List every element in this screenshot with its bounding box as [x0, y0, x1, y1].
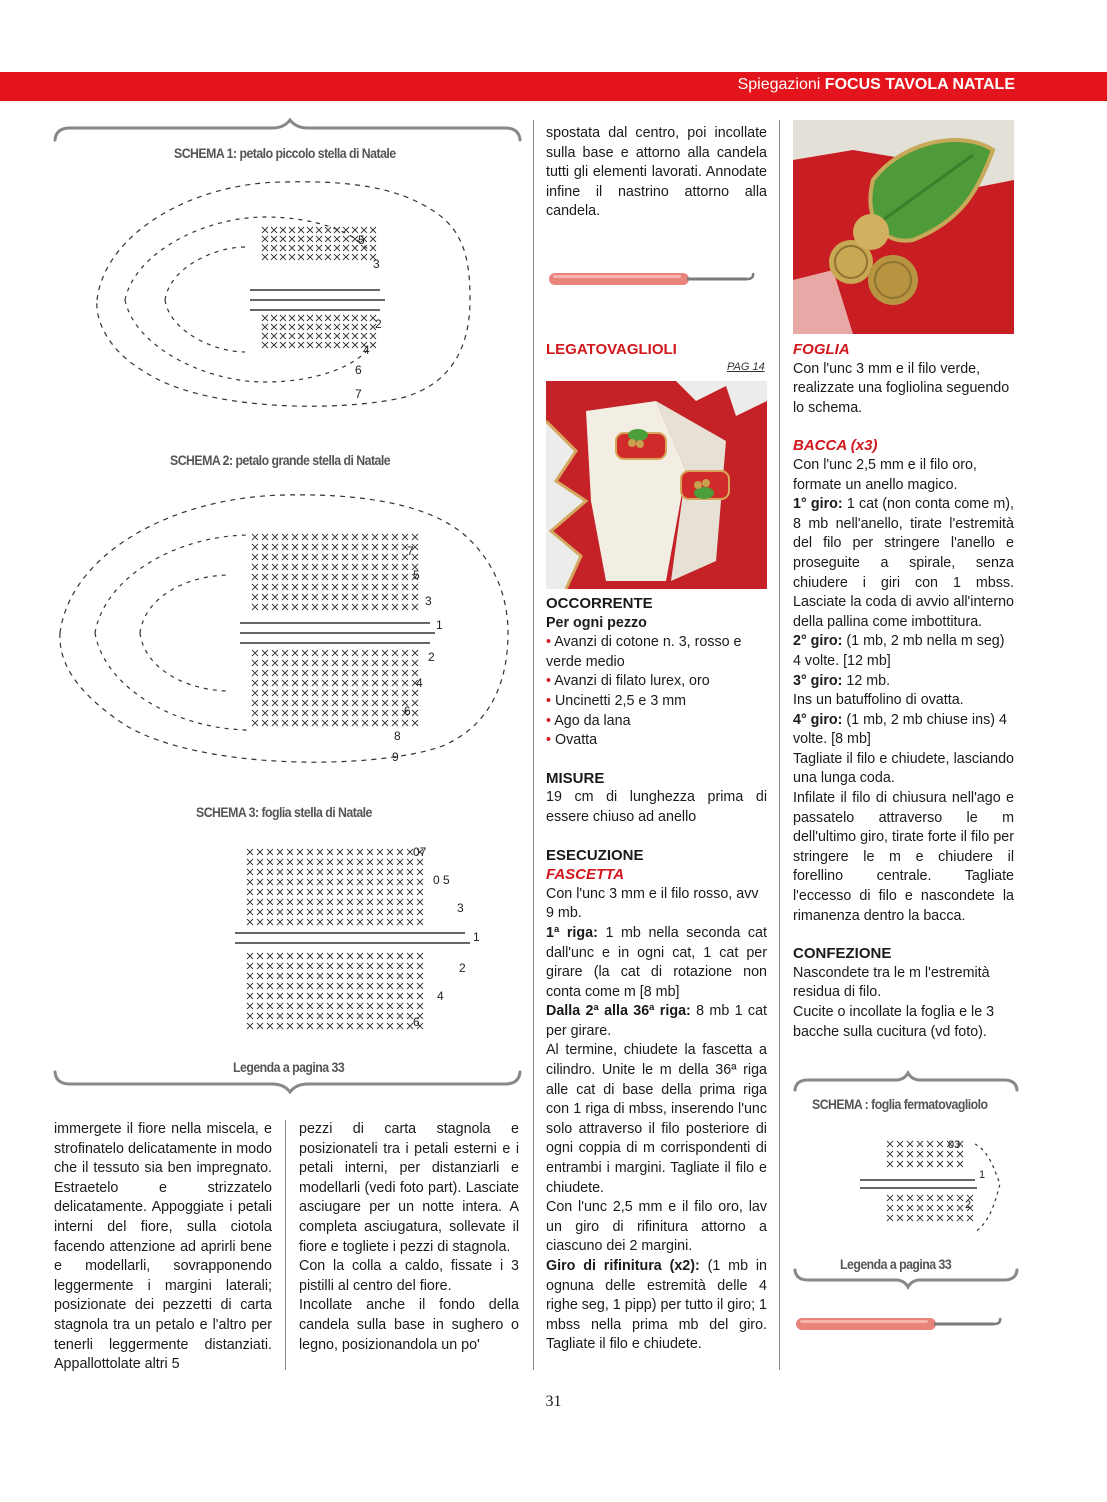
- svg-text:3: 3: [457, 901, 464, 915]
- materials-item: • Uncinetti 2,5 e 3 mm: [546, 692, 767, 712]
- execution-text: Al termine, chiudete la fascetta a cilindro. Unite le m della 36ª riga alle cat di base della prima riga con 1 riga di mbss, inserendo l'unc solo attraverso il filo posteriore di ogni coppia di m corrispondenti di entrambi i margini. Tagliate il filo e chiudete.: [546, 1042, 767, 1196]
- napkin-ring-photo: [546, 381, 767, 589]
- row-label: Dalla 2ª alla 36ª riga:: [546, 1003, 691, 1020]
- svg-text:3: 3: [373, 257, 380, 271]
- materials-item: • Ovatta: [546, 731, 767, 751]
- berry-title: BACCA (x3): [793, 437, 878, 455]
- grid-3: [247, 849, 423, 1029]
- round-label: 4° giro:: [793, 711, 843, 728]
- legatovaglioli-heading: [546, 340, 767, 360]
- svg-text:7: 7: [407, 544, 414, 558]
- materials-item: • Ago da lana: [546, 712, 767, 732]
- paragraph-col2c: Incollate anche il fondo della candela sulla base in sughero o legno, posizionandola un po': [299, 1297, 519, 1353]
- svg-text:0 5: 0 5: [433, 873, 450, 887]
- crochet-hook-icon: [794, 1313, 1006, 1335]
- paragraph-col2b: Con la colla a caldo, fissate i 3 pistilli al centro del fiore.: [299, 1258, 519, 1294]
- row-text: 1 mb nella seconda cat dall'unc e in ogni cat, 1 cat per girare (la cat di rotazione non conta come m [8 mb]: [546, 924, 767, 1000]
- berry-text: Tagliate il filo e chiudete, lasciando una lunga coda.: [793, 750, 1014, 787]
- svg-text:3: 3: [425, 594, 432, 608]
- berry-text: Ins un batuffolino di ovatta.: [793, 692, 964, 709]
- svg-text:7: 7: [355, 387, 362, 401]
- grid-4: [887, 1141, 973, 1221]
- leaf-title: FOGLIA: [793, 341, 850, 358]
- measurements-title: MISURE: [546, 769, 605, 787]
- svg-text:07: 07: [413, 845, 427, 859]
- svg-text:1: 1: [979, 1169, 986, 1181]
- svg-text:2: 2: [375, 317, 382, 331]
- text-column-3-top: [546, 124, 767, 222]
- crochet-diagram-2: [50, 485, 515, 780]
- svg-text:2: 2: [965, 1199, 972, 1211]
- leaf-berry-photo: [793, 120, 1014, 334]
- round-label: Giro di rifinitura (x2):: [546, 1258, 700, 1274]
- round-label: 3° giro:: [793, 672, 843, 689]
- measurements-text: 19 cm di lunghezza prima di essere chiuso ad anello: [546, 789, 767, 825]
- leaf-section: [793, 340, 1014, 1042]
- svg-text:6: 6: [404, 704, 411, 718]
- svg-text:8: 8: [394, 729, 401, 743]
- svg-text:4: 4: [416, 676, 423, 690]
- svg-text:5: 5: [413, 568, 420, 582]
- assembly-title: CONFEZIONE: [793, 945, 892, 963]
- round-text: (1 mb in ognuna delle estremità delle 4 righe seg, 1 pipp) per tutto il giro; 1 mbss nella prima mb del giro. Tagliate il filo e chiudete.: [546, 1258, 767, 1353]
- round-text: 12 mb.: [846, 672, 891, 689]
- round-label: 2° giro:: [793, 633, 843, 650]
- svg-text:1: 1: [473, 930, 480, 944]
- paragraph-col1: immergete il fiore nella miscela, e strofinatelo delicatamente in modo che il tessuto sia ben impregnato. Estraetelo e strizzatelo delicatamente. Appoggiate i petali interni del fiore, sulla ciotola facendo attenzione ad aprirli bene e modellarli, sovrapponendo leggermente i margini laterali; posizionate dei pezzetti di carta stagnola tra un petalo e l'altro per tenerli leggermente distanziati. Appallottolate altri 5: [54, 1121, 272, 1373]
- materials-section: [546, 594, 767, 1355]
- svg-text:4: 4: [363, 343, 370, 357]
- text-column-1: [54, 1120, 272, 1375]
- execution-text: Con l'unc 3 mm e il filo rosso, avv 9 mb.: [546, 885, 759, 922]
- row-text: 8 mb 1 cat per girare.: [546, 1003, 767, 1039]
- legend-note-2: Legenda a pagina 33: [840, 1256, 952, 1272]
- materials-title: OCCORRENTE: [546, 595, 653, 612]
- svg-text:5: 5: [358, 233, 365, 247]
- crochet-diagram-1: [85, 172, 480, 422]
- svg-text:2: 2: [428, 650, 435, 664]
- header-prefix: Spiegazioni: [737, 76, 821, 93]
- svg-text:9: 9: [392, 750, 399, 764]
- page-reference: PAG 14: [727, 361, 765, 373]
- round-text: 1 cat (non conta come m), 8 mb nell'anello, tirate l'estremità del filo per stringere l'anello e proseguite a spirale, senza chiudere i giri con 1 mbss. Lasciate la coda di avvio all'interno della pallina come imbottitura.: [793, 496, 1014, 630]
- text-column-2: [299, 1120, 519, 1355]
- crochet-hook-icon: [547, 268, 759, 290]
- svg-text:1: 1: [436, 618, 443, 632]
- svg-text:6: 6: [355, 363, 362, 377]
- header-title: FOCUS TAVOLA NATALE: [824, 76, 1015, 93]
- column-divider: [779, 120, 780, 1370]
- page-number: 31: [545, 1393, 562, 1410]
- svg-text:03: 03: [948, 1139, 961, 1151]
- paragraph-col3-top: spostata dal centro, poi incollate sulla base e attorno alla candela tutti gli elementi lavorati. Annodate infine il nastrino attorno alla candela.: [546, 125, 767, 220]
- materials-item: • Avanzi di filato lurex, oro: [546, 672, 767, 692]
- leaf-text: Con l'unc 3 mm e il filo verde, realizzate una fogliolina seguendo lo schema.: [793, 360, 1010, 416]
- column-divider: [285, 1120, 286, 1370]
- crochet-diagram-4: [815, 1132, 1005, 1242]
- paragraph-col2: pezzi di carta stagnola e posizionateli tra i petali esterni e i petali interni, per distanziarli e modellarli (vedi foto part). Lasciate asciugare per un notte intera. A completa asciugatura, sollevate il fiore e togliete i pezzi di stagnola.: [299, 1121, 519, 1255]
- legend-note: Legenda a pagina 33: [233, 1059, 345, 1075]
- round-text: (1 mb, 2 mb nella m seg) 4 volte. [12 mb]: [793, 633, 1005, 669]
- column-divider: [533, 120, 534, 1370]
- svg-text:4: 4: [437, 989, 444, 1003]
- band-title: FASCETTA: [546, 866, 625, 884]
- round-text: (1 mb, 2 mb chiuse ins) 4 volte. [8 mb]: [793, 711, 1007, 748]
- assembly-text: Cucite o incollate la foglia e le 3 bacche sulla cucitura (vd foto).: [793, 1004, 995, 1040]
- schema-3-title: SCHEMA 3: foglia stella di Natale: [196, 804, 372, 820]
- assembly-text: Nascondete tra le m l'estremità residua di filo.: [793, 964, 990, 1001]
- materials-subtitle: Per ogni pezzo: [546, 614, 647, 631]
- legatovaglioli-title: LEGATOVAGLIOLI: [546, 341, 677, 358]
- berry-text: Con l'unc 2,5 mm e il filo oro, formate un anello magico.: [793, 456, 977, 493]
- schema-2-title: SCHEMA 2: petalo grande stella di Natale: [170, 452, 391, 468]
- schema-1-title: SCHEMA 1: petalo piccolo stella di Natale: [174, 145, 396, 161]
- execution-text: Con l'unc 2,5 mm e il filo oro, lav un giro di rifinitura attorno a ciascuno dei 2 margini.: [546, 1199, 767, 1255]
- materials-item: • Avanzi di cotone n. 3, rosso e verde medio: [546, 633, 767, 672]
- execution-title: ESECUZIONE: [546, 846, 644, 864]
- row-label: 1ª riga:: [546, 924, 598, 941]
- grid-2: [252, 534, 418, 726]
- round-label: 1° giro:: [793, 496, 843, 513]
- berry-text: Infilate il filo di chiusura nell'ago e passatelo attraverso le m dell'ultimo giro, tirate forte il filo per stringere le m e chiudere il forellino centrale. Tagliate l'eccesso di filo e nascondete la rimanenza dentro la bacca.: [793, 790, 1014, 924]
- svg-text:6: 6: [413, 1015, 420, 1029]
- schema-4-title: SCHEMA : foglia fermatovagliolo: [812, 1096, 988, 1112]
- svg-text:2: 2: [459, 961, 466, 975]
- crochet-diagram-3: [85, 838, 485, 1038]
